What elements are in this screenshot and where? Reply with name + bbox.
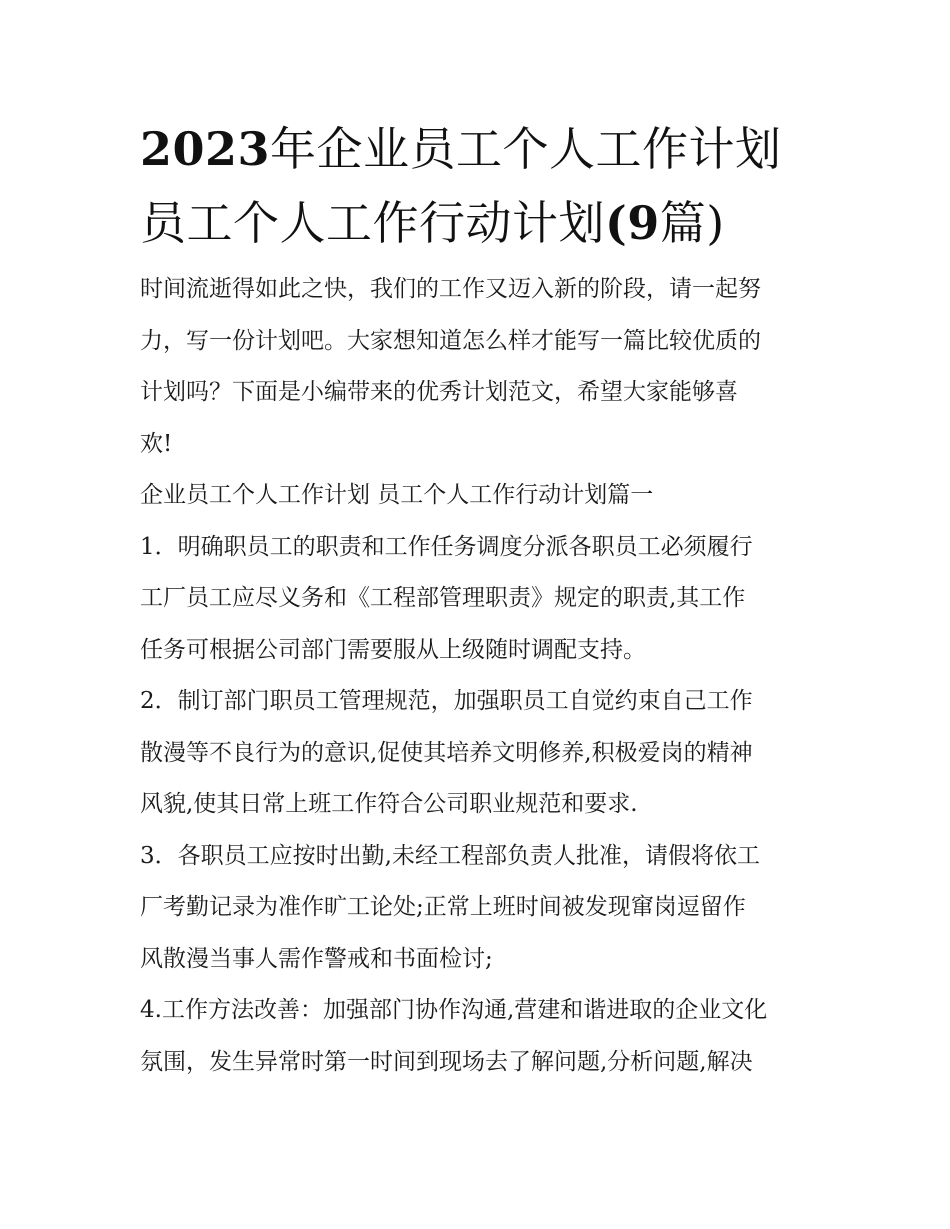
list-item-line: 4.工作方法改善：加强部门协作沟通,营建和谐进取的企业文化 bbox=[140, 997, 768, 1023]
title-line-1 bbox=[140, 112, 815, 186]
intro-line: 欢! bbox=[140, 430, 173, 457]
intro-line: 力，写一份计划吧。大家想知道怎么样才能写一篇比较优质的 bbox=[140, 327, 761, 354]
section-heading-text: 企业员工个人工作计划 员工个人工作行动计划篇一 bbox=[140, 482, 654, 508]
list-item-line: 散漫等不良行为的意识,促使其培养文明修养,积极爱岗的精神 bbox=[140, 739, 753, 766]
document-title bbox=[140, 112, 815, 260]
list-item-line: 风貌,使其日常上班工作符合公司职业规范和要求. bbox=[140, 791, 638, 817]
title-line-2 bbox=[140, 186, 815, 260]
list-item-line: 3．各职员工应按时出勤,未经工程部负责人批准，请假将依工 bbox=[140, 842, 760, 869]
list-item-4 bbox=[140, 985, 815, 1088]
list-item-1 bbox=[140, 522, 815, 677]
list-item-3 bbox=[140, 831, 815, 986]
title-line-2-end: 篇) bbox=[659, 196, 725, 250]
document-content bbox=[140, 112, 815, 1088]
list-item-line: 厂考勤记录为准作旷工论处;正常上班时间被发现窜岗逗留作 bbox=[140, 894, 746, 920]
list-item-line: 风散漫当事人需作警戒和书面检讨; bbox=[140, 945, 493, 972]
intro-line: 时间流逝得如此之快，我们的工作又迈入新的阶段，请一起努 bbox=[140, 276, 761, 302]
title-year: 2023 bbox=[140, 122, 271, 176]
intro-paragraph bbox=[140, 264, 815, 470]
list-item-line: 工厂员工应尽义务和《工程部管理职责》规定的职责,其工作 bbox=[140, 585, 746, 611]
intro-line: 计划吗？下面是小编带来的优秀计划范文，希望大家能够喜 bbox=[140, 379, 738, 405]
title-line-2-text: 员工个人工作行动计划 bbox=[140, 196, 605, 250]
section-heading bbox=[140, 470, 815, 522]
list-item-line: 任务可根据公司部门需要服从上级随时调配支持。 bbox=[140, 636, 646, 663]
list-item-2 bbox=[140, 676, 815, 831]
list-item-line: 1．明确职员工的职责和工作任务调度分派各职员工必须履行 bbox=[140, 533, 753, 560]
title-line-1-text: 年企业员工个人工作计划 bbox=[270, 122, 782, 176]
title-count: (9 bbox=[605, 196, 660, 250]
list-item-line: 氛围，发生异常时第一时间到现场去了解问题,分析问题,解决 bbox=[140, 1048, 753, 1075]
list-item-line: 2．制订部门职员工管理规范，加强职员工自觉约束自己工作 bbox=[140, 688, 753, 714]
